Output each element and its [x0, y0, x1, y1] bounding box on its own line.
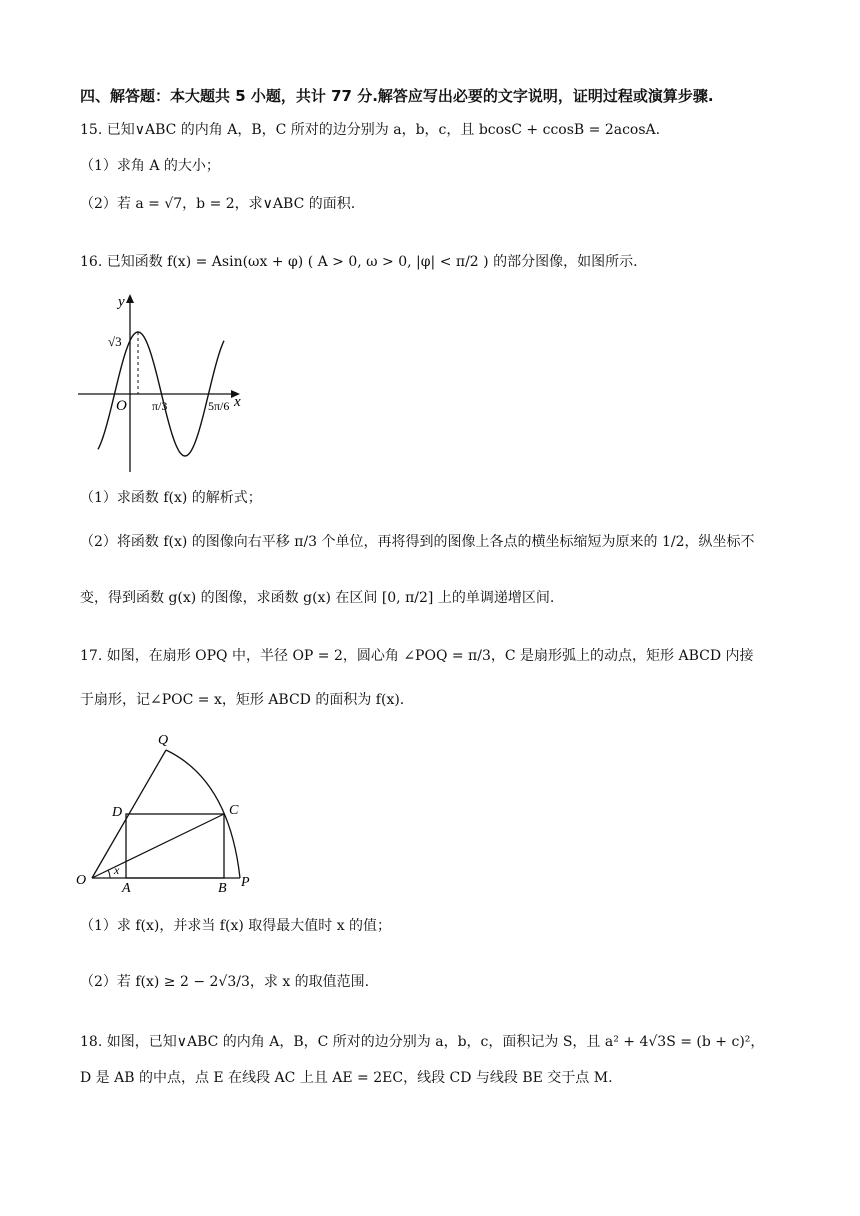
q18-stem1: 18. 如图，已知∨ABC 的内角 A，B，C 所对的边分别为 a，b，c，面积记为 S，且 a² + 4√3S = (b + c)²， — [80, 1034, 765, 1050]
segment-OC — [92, 814, 224, 878]
label-O: O — [76, 873, 87, 888]
x-tick2-label: 5π/6 — [208, 399, 230, 413]
q16-part1: （1）求函数 f(x) 的解析式； — [80, 490, 262, 506]
section-title: 四、解答题：本大题共 5 小题，共计 77 分.解答应写出必要的文字说明，证明过程或演算步骤. — [80, 87, 714, 105]
label-P: P — [241, 875, 250, 890]
y-axis-arrow-icon — [126, 294, 134, 303]
q15-stem: 15. 已知∨ABC 的内角 A，B，C 所对的边分别为 a，b，c，且 bcosC + ccosB = 2acosA. — [80, 122, 661, 138]
q17-part2: （2）若 f(x) ≥ 2 − 2√3/3，求 x 的取值范围. — [80, 974, 370, 990]
q16-part2a: （2）将函数 f(x) 的图像向右平移 π/3 个单位，再将得到的图像上各点的横坐标缩短为原来的 1/2，纵坐标不 — [80, 534, 755, 550]
angle-x-arc — [108, 870, 110, 878]
q15-part2: （2）若 a = √7，b = 2，求∨ABC 的面积. — [80, 196, 356, 212]
rectangle-ABCD — [126, 814, 224, 878]
x-axis-label: x — [234, 394, 241, 410]
label-A: A — [122, 881, 131, 896]
q15-part1: （1）求角 A 的大小； — [80, 158, 220, 174]
q17-part1: （1）求 f(x)，并求当 f(x) 取得最大值时 x 的值； — [80, 918, 392, 934]
q17-stem2: 于扇形，记∠POC = x，矩形 ABCD 的面积为 f(x). — [80, 692, 405, 708]
label-D: D — [112, 805, 123, 820]
q16-sine-graph — [74, 288, 254, 478]
label-C: C — [229, 803, 239, 818]
q18-stem2: D 是 AB 的中点，点 E 在线段 AC 上且 AE = 2EC，线段 CD 与线段 BE 交于点 M. — [80, 1070, 613, 1086]
label-x: x — [114, 863, 120, 877]
x-tick1-label: π/3 — [152, 399, 168, 413]
q17-sector-figure — [74, 724, 274, 896]
label-B: B — [218, 881, 227, 896]
origin-label: O — [116, 398, 127, 414]
label-Q: Q — [158, 733, 169, 748]
y-axis-label: y — [118, 294, 125, 310]
q17-stem1: 17. 如图，在扇形 OPQ 中，半径 OP = 2，圆心角 ∠POQ = π/3，C 是扇形弧上的动点，矩形 ABCD 内接 — [80, 648, 754, 664]
q16-stem: 16. 已知函数 f(x) = Asin(ωx + φ) ( A > 0, ω > 0, |φ| < π/2 ) 的部分图像，如图所示. — [80, 254, 638, 270]
q16-part2b: 变，得到函数 g(x) 的图像，求函数 g(x) 在区间 [0, π/2] 上的单调递增区间. — [80, 590, 555, 606]
y-tick-label: √3 — [108, 334, 122, 349]
